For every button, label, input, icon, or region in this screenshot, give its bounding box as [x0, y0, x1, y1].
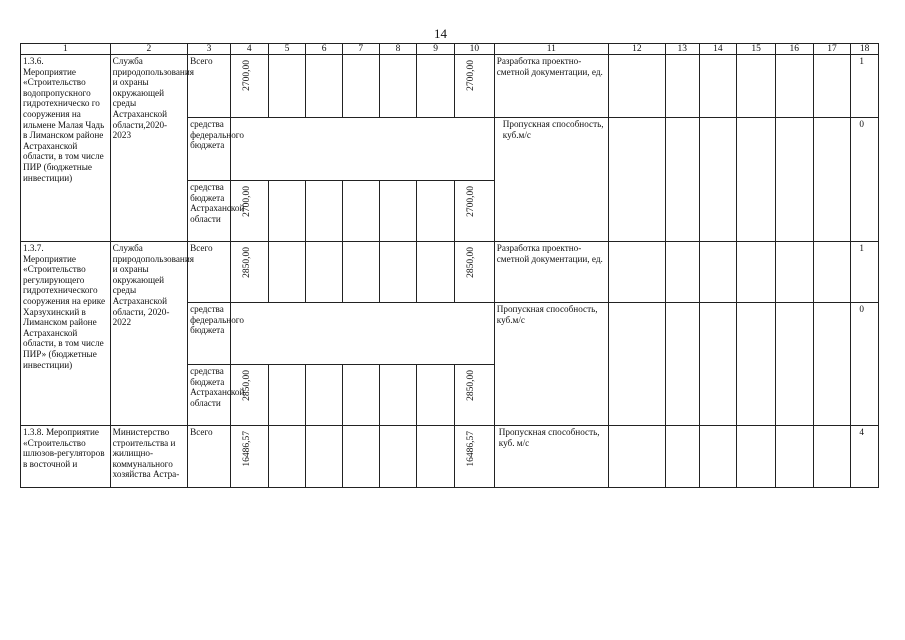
measure-name: 1.3.7. Мероприятие «Строительство регулирующего гидротехнического сооружения на ерике Харзухинский в Лиманском районе Астраханской области, в том числе ПИР» (бюджетные инвестиции): [21, 242, 111, 426]
amount-col10: [455, 242, 495, 303]
table-row: [21, 242, 879, 303]
amount-value: 2700,00: [241, 60, 252, 91]
col-header: 15: [737, 44, 776, 55]
col-header: 2: [110, 44, 187, 55]
col-header: 3: [188, 44, 231, 55]
amount-value: 2700,00: [466, 60, 476, 91]
col-header: 9: [417, 44, 455, 55]
measure-name: 1.3.8. Мероприятие «Строительство шлюзов-регуляторов в восточной и: [21, 426, 111, 488]
amount-col10: [455, 365, 495, 426]
funding-source: Всего: [188, 426, 231, 488]
amount-value: 2850,00: [241, 370, 252, 401]
col-header: 4: [230, 44, 268, 55]
amount-col10: [455, 181, 495, 242]
col-header: 13: [665, 44, 699, 55]
indicator-value: 1: [851, 55, 879, 118]
budget-table: [20, 43, 879, 488]
col-header: 1: [21, 44, 111, 55]
amount-value: 2850,00: [466, 370, 476, 401]
amount-col4: [230, 181, 268, 242]
amount-col4: [230, 55, 268, 118]
indicator-value: 0: [851, 118, 879, 242]
amount-value: 16486,57: [466, 431, 476, 467]
funding-source: средства федерального бюджета: [188, 118, 231, 181]
funding-source: средства бюджета Астраханской области: [188, 365, 231, 426]
executor-cell: Служба природопользования и охраны окружающей среды Астраханской области,2020-2023: [110, 55, 187, 242]
measure-name: 1.3.6. Мероприятие «Строительство водопропускного гидротехническо го сооружения на ильмене Малая Чадь в Лиманском районе Астраханской области, в том числе ПИР (бюджетные инвестиции): [21, 55, 111, 242]
col-header: 12: [608, 44, 665, 55]
amount-value: 2700,00: [466, 186, 476, 217]
amount-col10: [455, 55, 495, 118]
indicator-cell: Разработка проектно-сметной документации, ед.: [494, 55, 608, 118]
funding-source: средства бюджета Астраханской области: [188, 181, 231, 242]
funding-source: Всего: [188, 242, 231, 303]
indicator-cell: Пропускная способность, куб. м/с: [494, 426, 608, 488]
col-header: 8: [379, 44, 417, 55]
col-header: 10: [455, 44, 495, 55]
indicator-value: 0: [851, 303, 879, 426]
indicator-value: 4: [851, 426, 879, 488]
amount-col4: [230, 242, 268, 303]
col-header: 7: [342, 44, 379, 55]
executor-cell: Служба природопользования и охраны окружающей среды Астраханской области, 2020-2022: [110, 242, 187, 426]
indicator-cell: Пропускная способность, куб.м/с: [494, 303, 608, 426]
indicator-value: 1: [851, 242, 879, 303]
page-number: 14: [434, 26, 447, 41]
funding-source: Всего: [188, 55, 231, 118]
col-header: 18: [851, 44, 879, 55]
amount-value: 2850,00: [241, 247, 252, 278]
col-header: 16: [775, 44, 813, 55]
indicator-cell: Разработка проектно-сметной документации, ед.: [494, 242, 608, 303]
col-header: 5: [268, 44, 306, 55]
col-header: 17: [813, 44, 851, 55]
table-row: [21, 426, 879, 488]
amount-col10: [455, 426, 495, 488]
col-header: 6: [306, 44, 343, 55]
table-row: [21, 55, 879, 118]
amount-col4: [230, 365, 268, 426]
col-header: 11: [494, 44, 608, 55]
amount-col4: [230, 426, 268, 488]
indicator-cell: Пропускная способность, куб.м/с: [494, 118, 608, 242]
col-header: 14: [699, 44, 737, 55]
column-number-row: [21, 44, 879, 55]
amount-value: 2700,00: [241, 186, 252, 217]
funding-source: средства федерального бюджета: [188, 303, 231, 365]
amount-value: 2850,00: [466, 247, 476, 278]
amount-value: 16486,57: [241, 431, 252, 467]
executor-cell: Министерство строительства и жилищно-коммунального хозяйства Астра-: [110, 426, 187, 488]
